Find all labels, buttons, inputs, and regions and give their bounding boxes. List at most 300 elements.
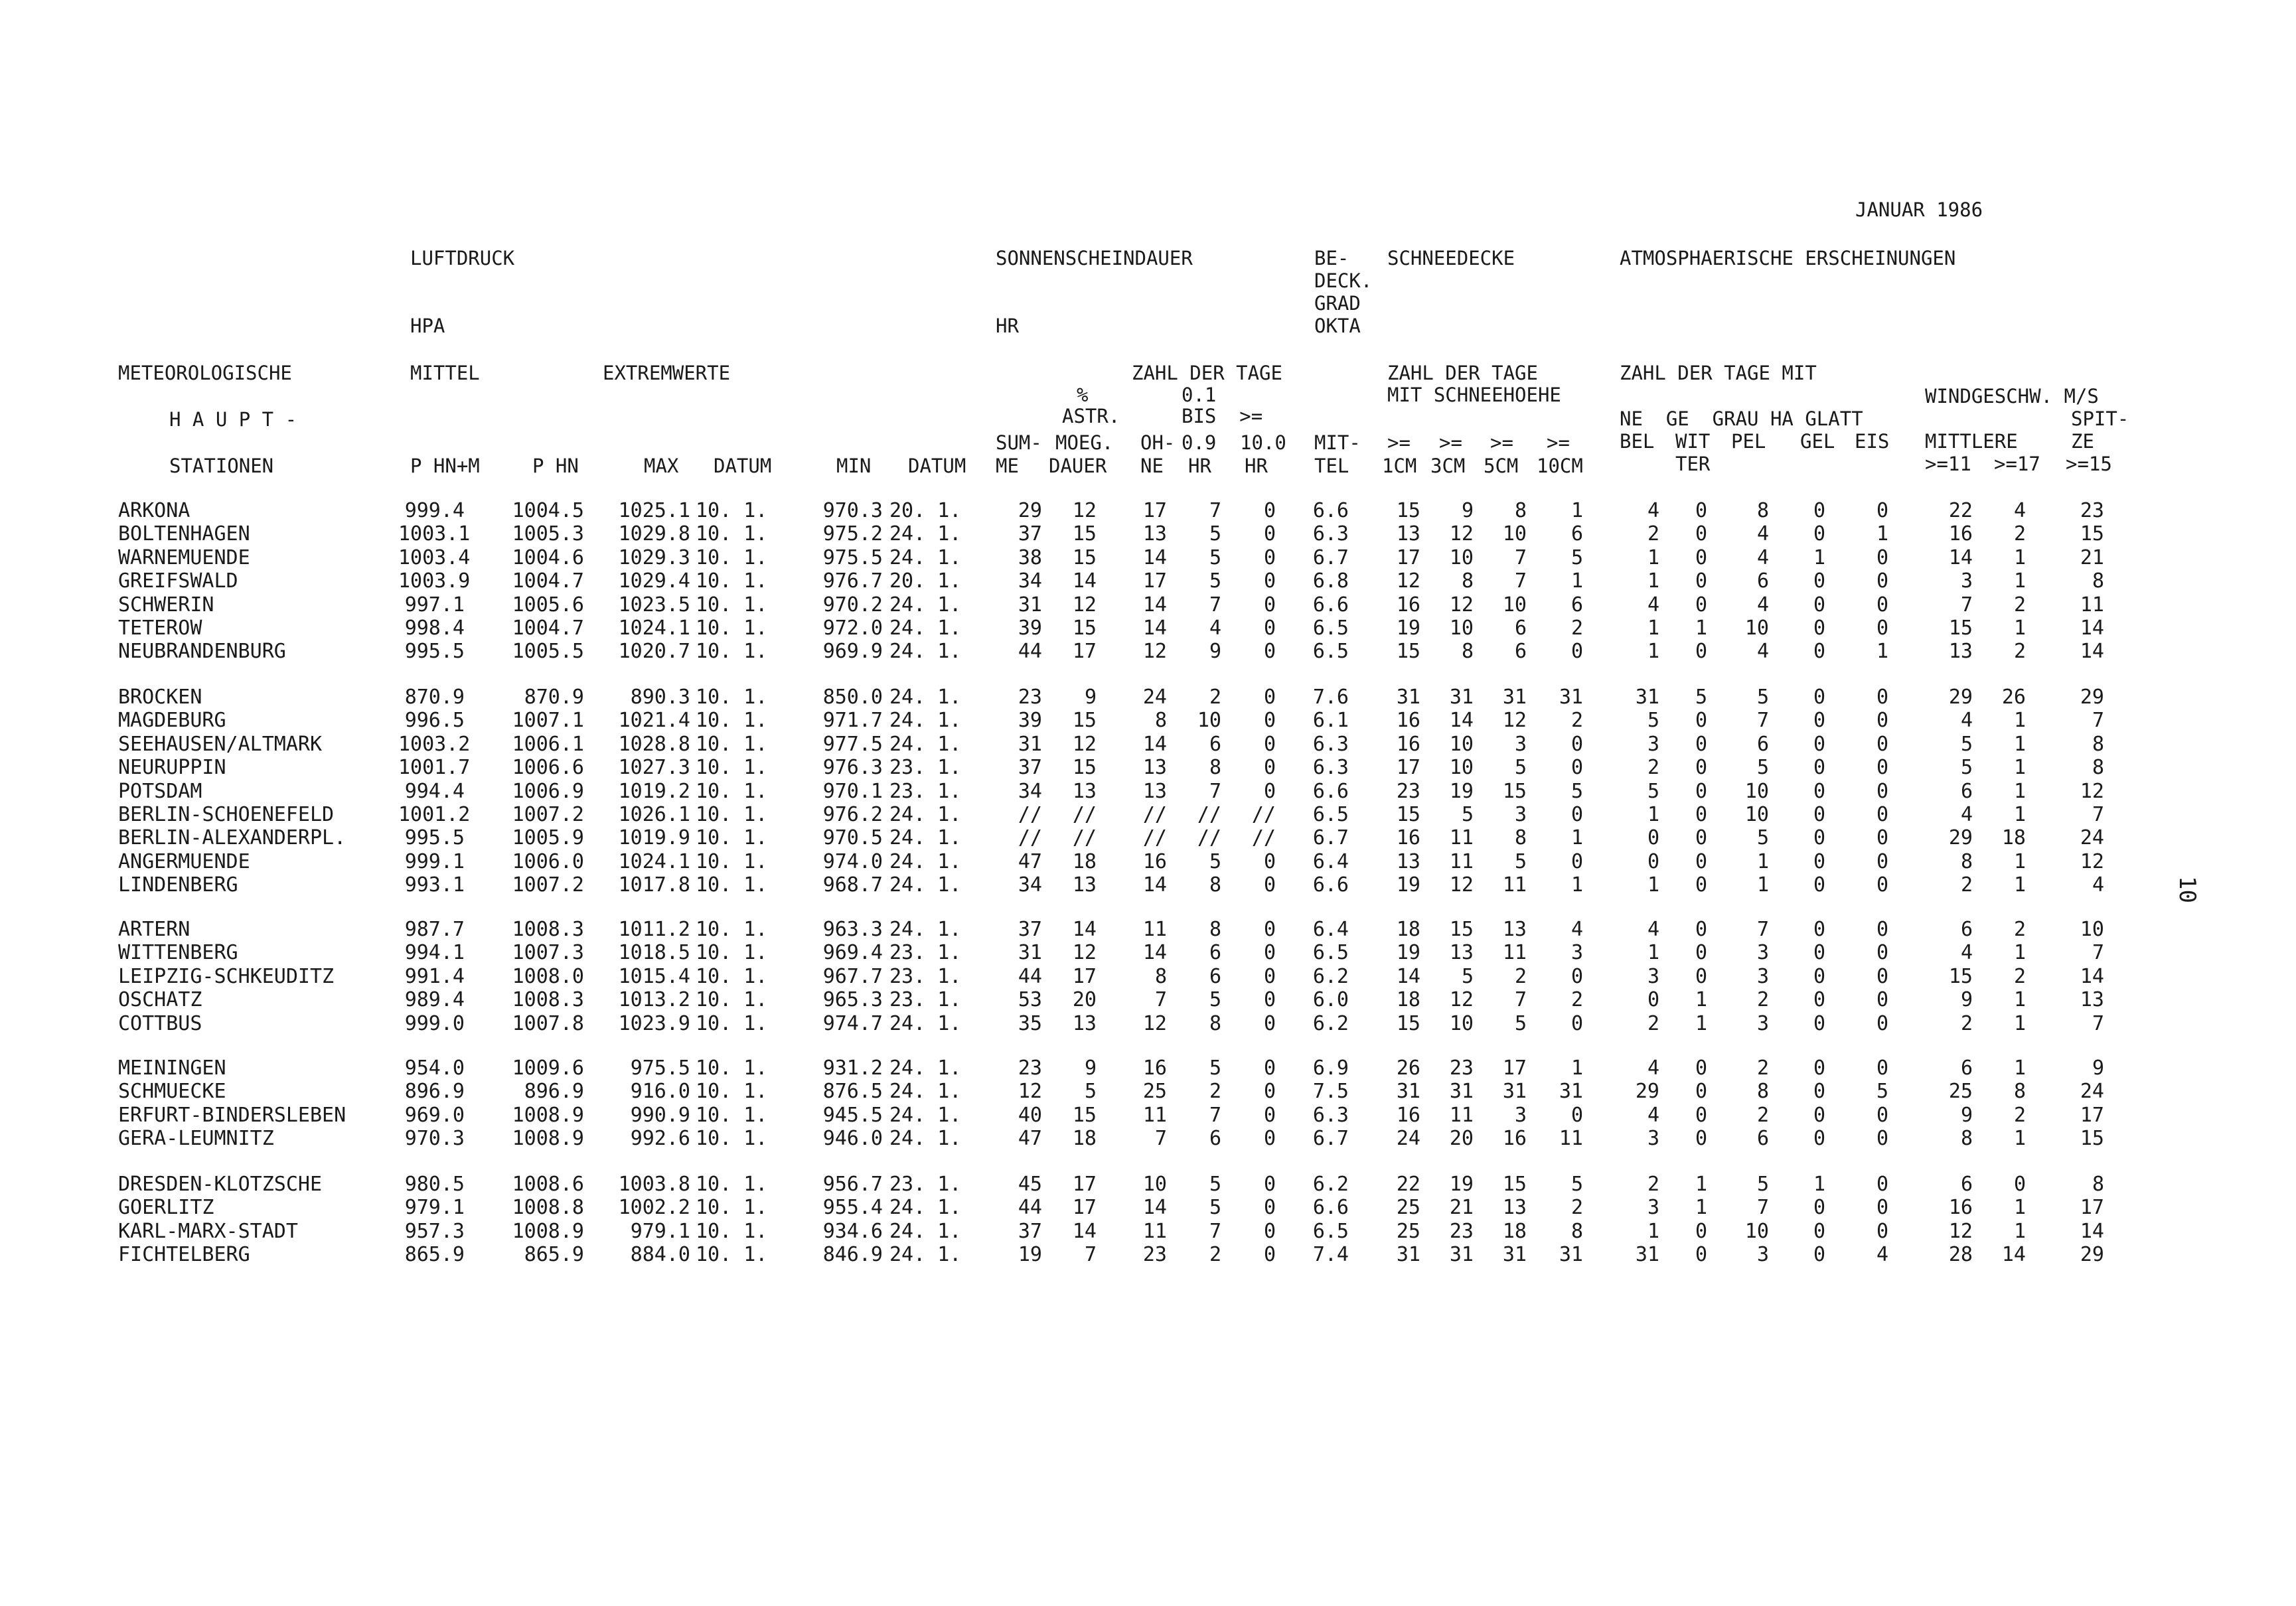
cell-datum-max: 10. 1.	[696, 617, 768, 640]
cell-ge10: 0	[1263, 1173, 1276, 1196]
cell-p-hn: 1004.7	[512, 617, 584, 640]
group-bedeckung-4: OKTA	[1314, 315, 1361, 337]
group-atmos: ATMOSPHAERISCHE ERSCHEINUNGEN	[1620, 247, 1956, 269]
cell-bedeckung: 6.6	[1312, 779, 1349, 803]
cell-graupel: 3	[1756, 1243, 1769, 1267]
cell-gewitter: 0	[1695, 779, 1707, 803]
cell-station-name: ARKONA	[118, 499, 191, 522]
cell-snow-1cm: 15	[1396, 803, 1420, 826]
cell-glatteis: 0	[1876, 546, 1888, 569]
cell-snow-5cm: 15	[1502, 1173, 1527, 1196]
cell-prozent: 18	[1072, 849, 1097, 873]
cell-nebel: 3	[1647, 1127, 1659, 1151]
cell-snow-10cm: 31	[1559, 1243, 1583, 1267]
col-snow-3cm-b: 3CM	[1430, 455, 1466, 477]
cell-wind-ge11: 4	[1960, 803, 1973, 826]
cell-prozent: 17	[1072, 1196, 1097, 1220]
cell-max: 1019.2	[618, 779, 690, 803]
cell-summe: 37	[1018, 756, 1042, 780]
cell-p-hn-m: 979.1	[404, 1196, 465, 1220]
cell-p-hn-m: 896.9	[404, 1080, 465, 1104]
header-zahl-der-tage-mit: ZAHL DER TAGE MIT	[1620, 362, 1817, 384]
cell-wind-spitze: 8	[2092, 756, 2104, 780]
cell-glatteis: 1	[1876, 522, 1888, 546]
cell-gewitter: 0	[1695, 826, 1707, 850]
cell-datum-min: 24. 1.	[889, 617, 962, 640]
cell-wind-ge17: 1	[2013, 1127, 2026, 1151]
cell-snow-3cm: 12	[1449, 988, 1474, 1012]
cell-snow-3cm: 12	[1449, 593, 1474, 617]
cell-ohne: 8	[1154, 709, 1167, 733]
cell-snow-5cm: 6	[1514, 617, 1527, 640]
cell-datum-min: 24. 1.	[889, 849, 962, 873]
cell-p-hn: 1007.2	[512, 873, 584, 897]
cell-datum-max: 10. 1.	[696, 826, 768, 850]
cell-nebel: 2	[1647, 522, 1659, 546]
cell-bedeckung: 6.7	[1312, 826, 1349, 850]
cell-wind-ge11: 6	[1960, 1173, 1973, 1196]
group-bedeckung-2: DECK.	[1314, 269, 1373, 292]
cell-station-name: NEUBRANDENBURG	[118, 640, 286, 664]
col-spitze-2: >=15	[2066, 453, 2112, 475]
table-row	[0, 1057, 2296, 1080]
cell-wind-ge17: 2	[2013, 640, 2026, 664]
cell-p-hn: 1006.6	[512, 756, 584, 780]
cell-max: 992.6	[630, 1127, 690, 1151]
cell-summe: 44	[1018, 964, 1042, 988]
cell-max: 1024.1	[618, 849, 690, 873]
cell-snow-3cm: 31	[1449, 1243, 1474, 1267]
cell-glatteis: 0	[1876, 873, 1888, 897]
cell-station-name: BERLIN-ALEXANDERPL.	[118, 826, 346, 850]
cell-bedeckung: 6.3	[1312, 732, 1349, 756]
col-snow-10cm-a: >=	[1547, 431, 1570, 454]
cell-datum-max: 10. 1.	[696, 522, 768, 546]
cell-min: 969.9	[822, 640, 883, 664]
cell-summe: 23	[1018, 686, 1042, 709]
cell-wind-spitze: 4	[2092, 873, 2104, 897]
col-datum-max: DATUM	[714, 455, 772, 477]
cell-graupel: 5	[1756, 1173, 1769, 1196]
col-hagel: GEL	[1800, 430, 1835, 453]
cell-snow-3cm: 10	[1449, 1011, 1474, 1035]
cell-min: 970.2	[822, 593, 883, 617]
cell-snow-10cm: 11	[1559, 1127, 1583, 1151]
cell-snow-3cm: 23	[1449, 1057, 1474, 1080]
cell-max: 1023.9	[618, 1011, 690, 1035]
cell-min: 876.5	[822, 1080, 883, 1104]
cell-datum-max: 10. 1.	[696, 1057, 768, 1080]
cell-snow-3cm: 12	[1449, 873, 1474, 897]
cell-prozent: //	[1072, 826, 1097, 850]
cell-wind-ge17: 1	[2013, 1219, 2026, 1243]
cell-min: 970.5	[822, 826, 883, 850]
cell-min: 963.3	[822, 918, 883, 941]
cell-p-hn-m: 994.1	[404, 941, 465, 965]
cell-gewitter: 1	[1695, 617, 1707, 640]
cell-summe: 12	[1018, 1080, 1042, 1104]
cell-p-hn: 1006.9	[512, 779, 584, 803]
cell-snow-1cm: 31	[1396, 1243, 1420, 1267]
cell-min: 945.5	[822, 1103, 883, 1127]
cell-wind-spitze: 7	[2092, 941, 2104, 965]
cell-wind-ge17: 4	[2013, 499, 2026, 522]
table-row	[0, 686, 2296, 709]
cell-snow-5cm: 12	[1502, 709, 1527, 733]
cell-bis09: 5	[1209, 1196, 1221, 1220]
cell-hagel: 0	[1813, 686, 1825, 709]
cell-bedeckung: 6.4	[1312, 849, 1349, 873]
cell-snow-3cm: 13	[1449, 941, 1474, 965]
cell-max: 1024.1	[618, 617, 690, 640]
cell-glatteis: 1	[1876, 640, 1888, 664]
cell-hagel: 0	[1813, 941, 1825, 965]
cell-max: 884.0	[630, 1243, 690, 1267]
cell-hagel: 0	[1813, 779, 1825, 803]
col-p-hn-m: P HN+M	[410, 455, 480, 477]
cell-wind-ge11: 2	[1960, 873, 1973, 897]
cell-prozent: 17	[1072, 964, 1097, 988]
cell-wind-spitze: 12	[2080, 849, 2104, 873]
col-mittlere-2: >=11	[1925, 453, 1971, 475]
cell-ohne: 8	[1154, 964, 1167, 988]
cell-glatteis: 0	[1876, 988, 1888, 1012]
cell-datum-max: 10. 1.	[696, 873, 768, 897]
header-spit: SPIT-	[2071, 407, 2129, 430]
cell-snow-5cm: 11	[1502, 873, 1527, 897]
header-haupt: H A U P T -	[169, 408, 297, 431]
cell-wind-ge17: 8	[2013, 1080, 2026, 1104]
table-row	[0, 1012, 2296, 1036]
cell-ge10: 0	[1263, 873, 1276, 897]
cell-snow-1cm: 13	[1396, 849, 1420, 873]
cell-wind-spitze: 14	[2080, 617, 2104, 640]
group-luftdruck: LUFTDRUCK	[410, 247, 515, 269]
cell-summe: 31	[1018, 593, 1042, 617]
cell-hagel: 0	[1813, 1243, 1825, 1267]
cell-p-hn-m: 999.4	[404, 499, 465, 522]
cell-ohne: //	[1142, 826, 1167, 850]
cell-max: 1023.5	[618, 593, 690, 617]
cell-bedeckung: 6.5	[1312, 640, 1349, 664]
cell-gewitter: 0	[1695, 1219, 1707, 1243]
cell-snow-5cm: 31	[1502, 686, 1527, 709]
cell-min: 850.0	[822, 686, 883, 709]
cell-graupel: 10	[1744, 803, 1769, 826]
cell-bis09: 8	[1209, 873, 1221, 897]
group-schneedecke: SCHNEEDECKE	[1387, 247, 1515, 269]
cell-snow-1cm: 31	[1396, 686, 1420, 709]
cell-nebel: 4	[1647, 499, 1659, 522]
cell-wind-ge11: 16	[1948, 1196, 1973, 1220]
cell-snow-5cm: 11	[1502, 941, 1527, 965]
cell-snow-5cm: 31	[1502, 1080, 1527, 1104]
cell-station-name: ERFURT-BINDERSLEBEN	[118, 1103, 346, 1127]
cell-datum-max: 10. 1.	[696, 1173, 768, 1196]
cell-wind-ge11: 13	[1948, 640, 1973, 664]
cell-wind-spitze: 8	[2092, 1173, 2104, 1196]
cell-wind-spitze: 29	[2080, 686, 2104, 709]
cell-ge10: 0	[1263, 1011, 1276, 1035]
cell-ge10: 0	[1263, 593, 1276, 617]
cell-graupel: 1	[1756, 849, 1769, 873]
cell-hagel: 0	[1813, 803, 1825, 826]
cell-nebel: 29	[1635, 1080, 1659, 1104]
cell-wind-ge11: 4	[1960, 709, 1973, 733]
cell-hagel: 0	[1813, 1080, 1825, 1104]
cell-max: 1018.5	[618, 941, 690, 965]
cell-hagel: 0	[1813, 522, 1825, 546]
cell-hagel: 0	[1813, 988, 1825, 1012]
cell-station-name: LEIPZIG-SCHKEUDITZ	[118, 964, 335, 988]
cell-nebel: 1	[1647, 873, 1659, 897]
table-row	[0, 640, 2296, 664]
cell-ge10: 0	[1263, 522, 1276, 546]
cell-datum-max: 10. 1.	[696, 1127, 768, 1151]
cell-p-hn-m: 969.0	[404, 1103, 465, 1127]
cell-ohne: 24	[1142, 686, 1167, 709]
cell-snow-1cm: 15	[1396, 640, 1420, 664]
cell-wind-spitze: 11	[2080, 593, 2104, 617]
table-row	[0, 826, 2296, 850]
cell-snow-1cm: 16	[1396, 709, 1420, 733]
cell-summe: 34	[1018, 873, 1042, 897]
cell-bis09: 5	[1209, 988, 1221, 1012]
cell-hagel: 0	[1813, 756, 1825, 780]
cell-snow-10cm: 5	[1570, 1173, 1583, 1196]
cell-snow-5cm: 7	[1514, 546, 1527, 569]
cell-wind-spitze: 8	[2092, 569, 2104, 593]
cell-bis09: 5	[1209, 849, 1221, 873]
cell-wind-ge11: 2	[1960, 1011, 1973, 1035]
cell-p-hn: 870.9	[524, 686, 584, 709]
cell-max: 1029.4	[618, 569, 690, 593]
cell-station-name: WITTENBERG	[118, 941, 238, 965]
cell-wind-spitze: 7	[2092, 709, 2104, 733]
header-percent: %	[1077, 384, 1089, 406]
cell-wind-ge17: 18	[2001, 826, 2026, 850]
cell-prozent: 9	[1084, 1057, 1097, 1080]
cell-snow-10cm: 8	[1570, 1219, 1583, 1243]
cell-snow-3cm: 10	[1449, 756, 1474, 780]
cell-snow-10cm: 6	[1570, 593, 1583, 617]
cell-prozent: 13	[1072, 779, 1097, 803]
cell-snow-3cm: 20	[1449, 1127, 1474, 1151]
cell-p-hn-m: 957.3	[404, 1219, 465, 1243]
cell-bis09: 5	[1209, 546, 1221, 569]
cell-bedeckung: 6.8	[1312, 569, 1349, 593]
cell-ge10: 0	[1263, 1103, 1276, 1127]
cell-datum-max: 10. 1.	[696, 732, 768, 756]
table-row	[0, 522, 2296, 546]
cell-snow-1cm: 24	[1396, 1127, 1420, 1151]
cell-bis09: 2	[1209, 686, 1221, 709]
cell-p-hn: 1008.0	[512, 964, 584, 988]
cell-gewitter: 0	[1695, 593, 1707, 617]
cell-hagel: 0	[1813, 593, 1825, 617]
cell-station-name: SCHMUECKE	[118, 1080, 226, 1104]
cell-graupel: 10	[1744, 617, 1769, 640]
cell-snow-5cm: 7	[1514, 988, 1527, 1012]
cell-datum-min: 20. 1.	[889, 499, 962, 522]
cell-wind-ge11: 29	[1948, 686, 1973, 709]
cell-snow-1cm: 14	[1396, 964, 1420, 988]
cell-ohne: //	[1142, 803, 1167, 826]
cell-ge10: 0	[1263, 1057, 1276, 1080]
cell-wind-ge11: 15	[1948, 964, 1973, 988]
cell-wind-ge17: 1	[2013, 732, 2026, 756]
cell-hagel: 0	[1813, 1103, 1825, 1127]
cell-gewitter: 0	[1695, 756, 1707, 780]
cell-max: 890.3	[630, 686, 690, 709]
header-meteorologische: METEOROLOGISCHE	[118, 362, 292, 384]
cell-datum-min: 23. 1.	[889, 964, 962, 988]
cell-wind-spitze: 7	[2092, 803, 2104, 826]
cell-summe: 31	[1018, 732, 1042, 756]
cell-p-hn-m: 865.9	[404, 1243, 465, 1267]
cell-prozent: 14	[1072, 1219, 1097, 1243]
cell-datum-min: 24. 1.	[889, 732, 962, 756]
cell-datum-max: 10. 1.	[696, 1243, 768, 1267]
cell-wind-ge11: 3	[1960, 569, 1973, 593]
cell-prozent: 7	[1084, 1243, 1097, 1267]
cell-gewitter: 0	[1695, 499, 1707, 522]
cell-p-hn: 1009.6	[512, 1057, 584, 1080]
table-row	[0, 1243, 2296, 1267]
cell-bis09: 10	[1197, 709, 1221, 733]
cell-datum-max: 10. 1.	[696, 756, 768, 780]
cell-snow-10cm: 6	[1570, 522, 1583, 546]
cell-wind-ge17: 2	[2013, 522, 2026, 546]
cell-hagel: 1	[1813, 1173, 1825, 1196]
cell-snow-10cm: 0	[1570, 849, 1583, 873]
cell-snow-1cm: 15	[1396, 1011, 1420, 1035]
cell-p-hn: 1008.9	[512, 1219, 584, 1243]
cell-nebel: 1	[1647, 546, 1659, 569]
cell-gewitter: 1	[1695, 988, 1707, 1012]
cell-snow-5cm: 13	[1502, 1196, 1527, 1220]
col-glatteis: EIS	[1855, 430, 1890, 453]
cell-nebel: 4	[1647, 1103, 1659, 1127]
cell-ge10: 0	[1263, 964, 1276, 988]
cell-wind-ge11: 22	[1948, 499, 1973, 522]
cell-wind-spitze: 14	[2080, 1219, 2104, 1243]
cell-max: 1011.2	[618, 918, 690, 941]
cell-prozent: 15	[1072, 546, 1097, 569]
cell-hagel: 0	[1813, 732, 1825, 756]
cell-bedeckung: 6.4	[1312, 918, 1349, 941]
cell-ohne: 16	[1142, 849, 1167, 873]
col-ge17: >=17	[1994, 453, 2040, 475]
cell-prozent: 15	[1072, 1103, 1097, 1127]
cell-snow-5cm: 3	[1514, 1103, 1527, 1127]
cell-snow-3cm: 10	[1449, 546, 1474, 569]
cell-ohne: 17	[1142, 569, 1167, 593]
cell-ohne: 13	[1142, 522, 1167, 546]
cell-min: 931.2	[822, 1057, 883, 1080]
cell-ohne: 14	[1142, 873, 1167, 897]
cell-graupel: 4	[1756, 640, 1769, 664]
cell-prozent: 13	[1072, 873, 1097, 897]
cell-prozent: 14	[1072, 569, 1097, 593]
group-sonnenschein: SONNENSCHEINDAUER	[996, 247, 1193, 269]
cell-min: 846.9	[822, 1243, 883, 1267]
cell-bedeckung: 6.6	[1312, 499, 1349, 522]
cell-snow-10cm: 2	[1570, 617, 1583, 640]
cell-graupel: 3	[1756, 941, 1769, 965]
cell-snow-1cm: 26	[1396, 1057, 1420, 1080]
cell-station-name: LINDENBERG	[118, 873, 238, 897]
cell-wind-ge17: 26	[2001, 686, 2026, 709]
table-row	[0, 756, 2296, 780]
cell-snow-1cm: 19	[1396, 873, 1420, 897]
cell-glatteis: 0	[1876, 709, 1888, 733]
cell-min: 975.2	[822, 522, 883, 546]
cell-station-name: FICHTELBERG	[118, 1243, 250, 1267]
cell-hagel: 0	[1813, 964, 1825, 988]
cell-ohne: 11	[1142, 1219, 1167, 1243]
header-extremwerte: EXTREMWERTE	[603, 362, 731, 384]
col-mittel-2: TEL	[1314, 455, 1349, 477]
cell-snow-3cm: 19	[1449, 1173, 1474, 1196]
cell-summe: 40	[1018, 1103, 1042, 1127]
cell-gewitter: 0	[1695, 732, 1707, 756]
cell-bis09: 5	[1209, 1057, 1221, 1080]
cell-bis09: //	[1197, 803, 1221, 826]
table-row	[0, 733, 2296, 757]
cell-graupel: 7	[1756, 918, 1769, 941]
cell-wind-spitze: 15	[2080, 1127, 2104, 1151]
cell-datum-min: 24. 1.	[889, 1243, 962, 1267]
cell-prozent: 15	[1072, 709, 1097, 733]
cell-snow-10cm: 0	[1570, 803, 1583, 826]
cell-snow-1cm: 16	[1396, 1103, 1420, 1127]
cell-p-hn: 1007.2	[512, 803, 584, 826]
cell-bedeckung: 6.1	[1312, 709, 1349, 733]
cell-gewitter: 0	[1695, 569, 1707, 593]
cell-snow-1cm: 16	[1396, 732, 1420, 756]
cell-datum-min: 24. 1.	[889, 709, 962, 733]
table-row	[0, 803, 2296, 827]
cell-nebel: 2	[1647, 1173, 1659, 1196]
cell-glatteis: 0	[1876, 499, 1888, 522]
cell-bedeckung: 6.7	[1312, 546, 1349, 569]
cell-bedeckung: 6.3	[1312, 1103, 1349, 1127]
cell-snow-1cm: 19	[1396, 941, 1420, 965]
cell-datum-max: 10. 1.	[696, 709, 768, 733]
cell-nebel: 31	[1635, 686, 1659, 709]
cell-p-hn-m: 989.4	[404, 988, 465, 1012]
cell-glatteis: 0	[1876, 617, 1888, 640]
cell-prozent: 5	[1084, 1080, 1097, 1104]
cell-station-name: ARTERN	[118, 918, 191, 941]
col-stationen: STATIONEN	[169, 455, 274, 477]
cell-ge10: 0	[1263, 686, 1276, 709]
cell-bis09: 7	[1209, 779, 1221, 803]
cell-graupel: 8	[1756, 1080, 1769, 1104]
cell-glatteis: 0	[1876, 964, 1888, 988]
cell-wind-ge11: 28	[1948, 1243, 1973, 1267]
cell-wind-ge17: 1	[2013, 941, 2026, 965]
cell-wind-ge17: 1	[2013, 709, 2026, 733]
cell-nebel: 0	[1647, 849, 1659, 873]
cell-hagel: 0	[1813, 569, 1825, 593]
cell-snow-1cm: 25	[1396, 1219, 1420, 1243]
cell-bedeckung: 7.6	[1312, 686, 1349, 709]
cell-p-hn-m: 1001.2	[398, 803, 471, 826]
cell-summe: //	[1018, 826, 1042, 850]
cell-prozent: 12	[1072, 593, 1097, 617]
